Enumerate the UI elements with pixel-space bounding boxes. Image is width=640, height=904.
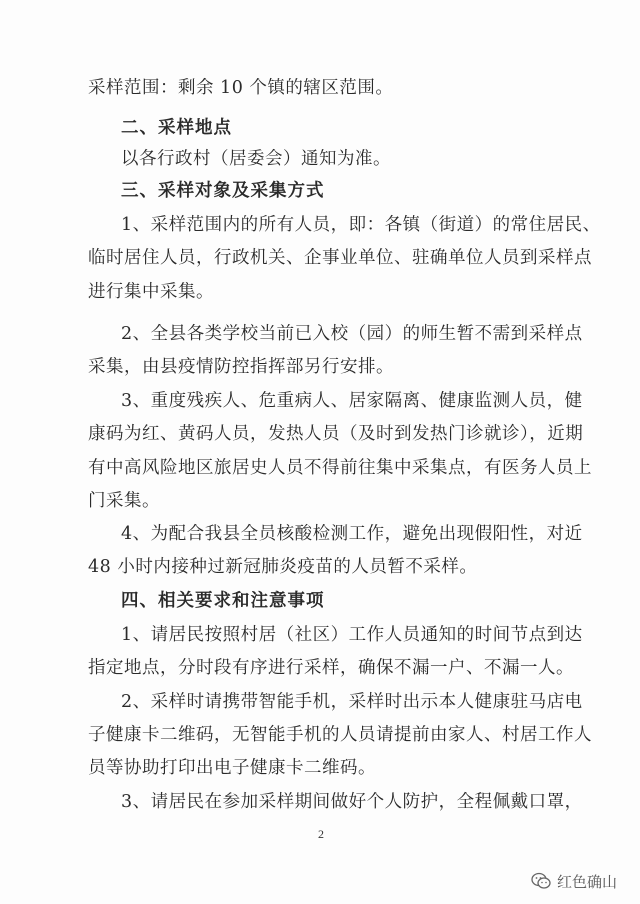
line-text: 临时居住人员，行政机关、企事业单位、驻确单位人员到采样点 — [88, 248, 592, 268]
page-number: 2 — [318, 827, 324, 841]
line-text: 2、全县各类学校当前已入校（园）的师生暂不需到采样点 — [121, 324, 583, 344]
line-text: 48 小时内接种过新冠肺炎疫苗的人员暂不采样。 — [88, 557, 478, 577]
watermark-text: 红色确山 — [557, 872, 618, 891]
line-text: 采集，由县疫情防控指挥部另行安排。 — [88, 357, 394, 377]
line-text: 4、为配合我县全员核酸检测工作，避免出现假阳性，对近 — [121, 524, 583, 544]
line-text: 子健康卡二维码，无智能手机的人员请提前由家人、村居工作人 — [88, 725, 592, 745]
line-text: 采样范围：剩余 10 个镇的辖区范围。 — [88, 78, 394, 98]
line-text: 1、采样范围内的所有人员，即：各镇（街道）的常住居民、 — [121, 215, 601, 235]
line-text: 康码为红、黄码人员，发热人员（及时到发热门诊就诊），近期 — [88, 424, 584, 444]
line-text: 进行集中采集。 — [88, 282, 214, 302]
wechat-icon — [531, 872, 551, 890]
line-text: 员等协助打印出电子健康卡二维码。 — [88, 758, 376, 778]
watermark — [531, 870, 617, 892]
line-text: 3、请居民在参加采样期间做好个人防护，全程佩戴口罩， — [121, 792, 583, 812]
line-text: 以各行政村（居委会）通知为准。 — [121, 149, 391, 169]
line-text: 有中高风险地区旅居史人员不得前往集中采集点，有医务人员上 — [88, 458, 592, 478]
line-text: 四、相关要求和注意事项 — [121, 591, 325, 611]
line-text: 1、请居民按照村居（社区）工作人员通知的时间节点到达 — [121, 625, 583, 645]
line-text: 2、采样时请携带智能手机，采样时出示本人健康驻马店电 — [121, 692, 583, 712]
line-text: 二、采样地点 — [121, 118, 232, 138]
line-text: 3、重度残疾人、危重病人、居家隔离、健康监测人员，健 — [121, 391, 583, 411]
line-text: 指定地点，分时段有序进行采样，确保不漏一户、不漏一人。 — [88, 658, 574, 678]
line-text: 三、采样对象及采集方式 — [121, 181, 325, 201]
line-text: 门采集。 — [88, 491, 160, 511]
